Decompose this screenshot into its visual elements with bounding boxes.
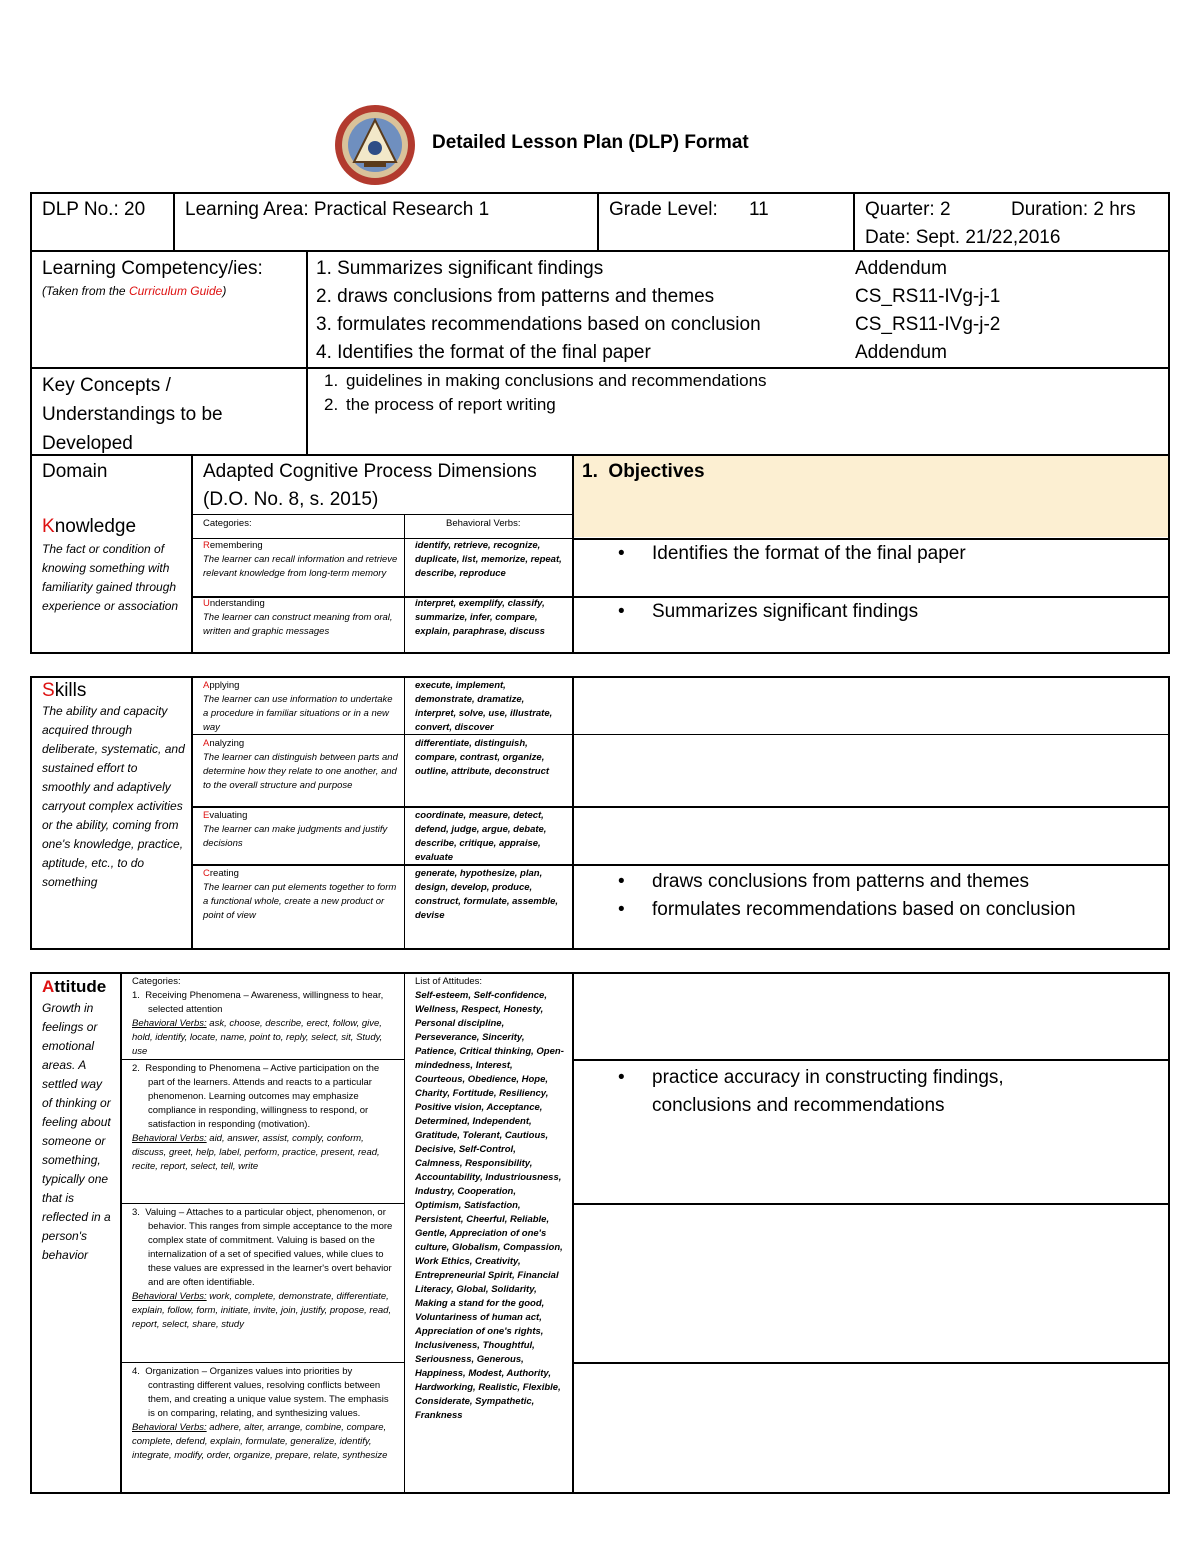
skills-verbs: generate, hypothesize, plan, design, develop, produce, construct, formulate, assemble, devise	[415, 868, 559, 921]
competency-codes	[855, 255, 1000, 367]
attitude-desc: Growth in feelings or emotional areas. A settled way of thinking or feeling about someone or something, typically one that is reflected in a person's behavior	[42, 1001, 111, 1262]
dlp-number: DLP No.: 20	[42, 199, 146, 220]
attitude-objective: • practice accuracy in constructing findings, conclusions and recommendations	[616, 1064, 1056, 1120]
skills-objectives: • draws conclusions from patterns and themes • formulates recommendations based on conclusion	[616, 868, 1076, 924]
attitude-categories-label: Categories:	[132, 976, 181, 987]
attitude-category: 3. Valuing – Attaches to a particular object, phenomenon, or behavior. This ranges from simple acceptance to the more complex state of commitment. Valuing is based on the internalization of a set of specified values, while clues to these values are expressed in the learner's overt behavior and are often identifiable. Behavioral Verbs: work, complete, demonstrate, differentiate, explain, follow, form, initiate, invite, join, justify, propose, read, report, select, share, study	[132, 1207, 393, 1330]
competency-list	[316, 255, 761, 367]
skills-row: Analyzing The learner can distinguish between parts and determine how they relate to one another, and to the overall structure and purpose	[203, 738, 398, 791]
competency-label: Learning Competency/ies:	[42, 258, 263, 279]
curriculum-guide-link: Curriculum Guide	[128, 284, 223, 298]
competency-code: CS_RS11-IVg-j-2	[855, 314, 1001, 335]
skills-row: Evaluating The learner can make judgments and justify decisions	[203, 810, 388, 849]
objectives-label: 1. Objectives	[582, 461, 705, 482]
grade-level-label: Grade Level:	[609, 199, 718, 220]
process-header: Adapted Cognitive Process Dimensions (D.O. No. 8, s. 2015)	[203, 461, 537, 510]
skills-verbs: differentiate, distinguish, compare, contrast, organize, outline, attribute, deconstruct	[415, 738, 550, 777]
skills-verbs: coordinate, measure, detect, defend, judge, argue, debate, describe, critique, appraise, evaluate	[415, 810, 547, 863]
key-concept-item: 1. guidelines in making conclusions and recommendations	[324, 371, 767, 390]
verbs-header: Behavioral Verbs:	[446, 518, 521, 529]
duration: Duration: 2 hrs	[1011, 199, 1136, 220]
key-concepts-list	[324, 369, 767, 417]
domain-header: Domain	[42, 461, 108, 482]
skills-title: Skills	[42, 680, 87, 701]
key-concept-item: 2. the process of report writing	[324, 395, 556, 414]
grade-level-value: 11	[749, 199, 769, 220]
school-seal-icon	[334, 104, 416, 186]
learning-area: Learning Area: Practical Research 1	[185, 199, 490, 220]
competency-code: Addendum	[855, 342, 947, 363]
competency-item: 1. Summarizes significant findings	[316, 258, 604, 279]
knowledge-row: Understanding The learner can construct meaning from oral, written and graphic messages	[203, 598, 393, 637]
attitude-list: Self-esteem, Self-confidence, Wellness, Respect, Honesty, Personal discipline, Perseverance, Sincerity, Patience, Critical thinking, Open-mindedness, Interest, Courteous, Obedience, Hope, Charity, Fortitude, Resiliency, Positive vision, Acceptance, Determined, Independent, Gratitude, Tolerant, Cautious, Decisive, Self-Control, Calmness, Responsibility, Accountability, Industriousness, Industry, Cooperation, Optimism, Satisfaction, Persistent, Cheerful, Reliable, Gentle, Appreciation of one's culture, Globalism, Compassion, Work Ethics, Creativity, Entrepreneurial Spirit, Financial Literacy, Global, Solidarity, Making a stand for the good, Voluntariness of human act, Appreciation of one's rights, Inclusiveness, Thoughtful, Seriousness, Generous, Happiness, Modest, Authority, Hardworking, Realistic, Flexible, Considerate, Sympathetic, Frankness	[415, 990, 564, 1421]
knowledge-objective: • Identifies the format of the final paper	[616, 540, 966, 568]
quarter: Quarter: 2	[865, 199, 951, 220]
skills-desc: The ability and capacity acquired through deliberate, systematic, and sustained effort to smoothly and adaptively carryout complex activities or the ability, coming from one's knowledge, practice, aptitude, etc., to do something	[42, 704, 185, 889]
knowledge-verbs: interpret, exemplify, classify, summarize, infer, compare, explain, paraphrase, discuss	[415, 598, 545, 637]
skills-row: Applying The learner can use information to undertake a procedure in familiar situations or in a new way	[203, 680, 393, 733]
attitude-category: 4. Organization – Organizes values into priorities by contrasting different values, resolving conflicts between them, and creating a unique value system. The emphasis is on comparing, relating, and synthesizing values. Behavioral Verbs: adhere, alter, arrange, combine, compare, complete, defend, explain, formulate, generalize, identify, integrate, modify, order, organize, prepare, relate, synthesize	[132, 1366, 389, 1461]
competency-code: CS_RS11-IVg-j-1	[855, 286, 1001, 307]
knowledge-title: Knowledge	[42, 516, 137, 537]
page-title: Detailed Lesson Plan (DLP) Format	[432, 132, 749, 153]
skills-verbs: execute, implement, demonstrate, dramatize, interpret, solve, use, illustrate, convert, discover	[415, 680, 553, 733]
competency-item: 3. formulates recommendations based on conclusion	[316, 314, 761, 335]
knowledge-desc: The fact or condition of knowing something with familiarity gained through experience or association	[42, 542, 179, 613]
attitude-title: Attitude	[42, 977, 107, 996]
skills-row: Creating The learner can put elements together to form a functional whole, create a new product or point of view	[203, 868, 397, 921]
attitude-category: 2. Responding to Phenomena – Active participation on the part of the learners. Attends and reacts to a particular phenomenon. Learning outcomes may emphasize compliance in responding, willingness to respond, or satisfaction in responding (motivation). Behavioral Verbs: aid, answer, assist, comply, conform, discuss, greet, help, label, perform, practice, present, read, recite, report, select, tell, write	[132, 1063, 380, 1172]
competency-code: Addendum	[855, 258, 947, 279]
competency-source: (Taken from the Curriculum Guide)	[42, 284, 227, 298]
knowledge-row: Remembering The learner can recall information and retrieve relevant knowledge from long-term memory	[203, 540, 398, 579]
knowledge-objective: • Summarizes significant findings	[616, 598, 918, 626]
categories-header: Categories:	[203, 518, 252, 529]
knowledge-verbs: identify, retrieve, recognize, duplicate, list, memorize, repeat, describe, reproduce	[415, 540, 562, 579]
attitude-list-label: List of Attitudes:	[415, 976, 483, 987]
competency-item: 4. Identifies the format of the final paper	[316, 342, 651, 363]
competency-item: 2. draws conclusions from patterns and themes	[316, 286, 715, 307]
key-concepts-label: Key Concepts / Understandings to be Developed	[42, 375, 223, 454]
attitude-category: 1. Receiving Phenomena – Awareness, willingness to hear, selected attention Behavioral Verbs: ask, choose, describe, erect, follow, give, hold, identify, locate, name, point to, reply, select, sit, Study, use	[132, 990, 384, 1057]
date: Date: Sept. 21/22,2016	[865, 227, 1061, 248]
